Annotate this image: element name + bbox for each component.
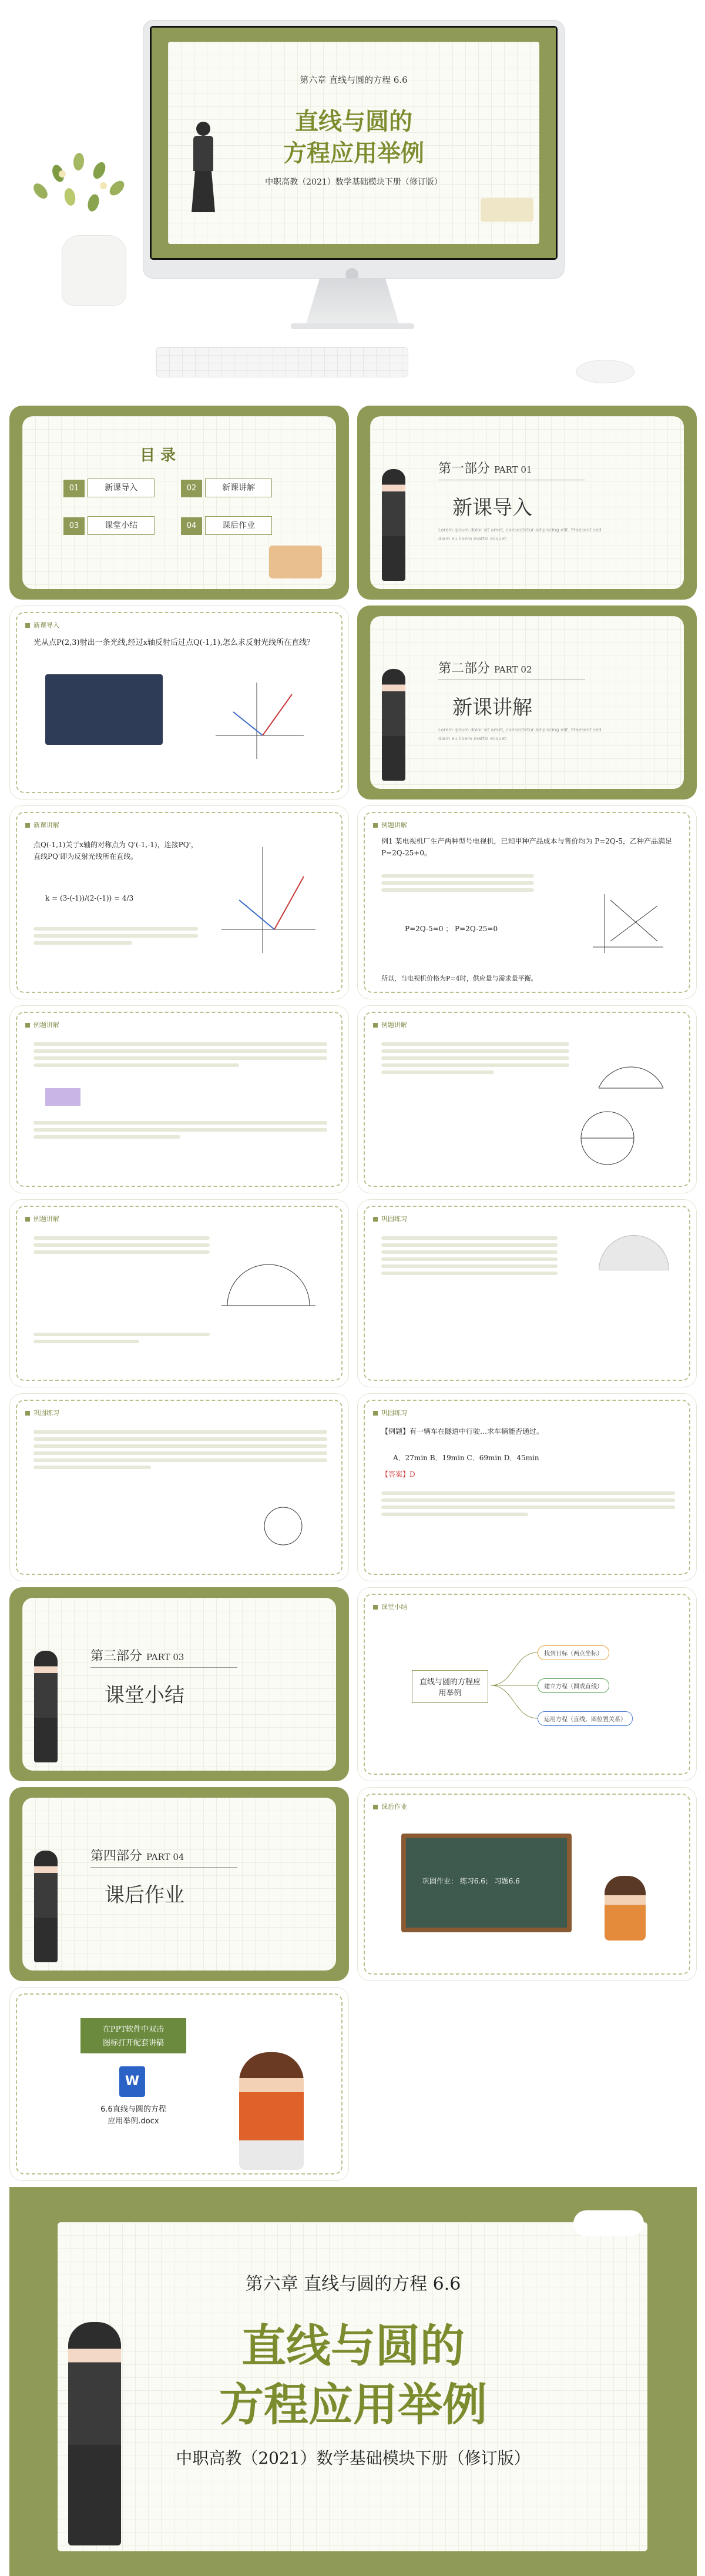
slide-tag: 巩固练习 [373, 1214, 407, 1223]
mouse [576, 360, 634, 383]
section-part: 第三部分 PART 03 [90, 1649, 184, 1664]
slide-intro [9, 605, 349, 799]
monitor-foot [291, 323, 414, 329]
summary-branch: 找到目标（两点坐标） [538, 1645, 609, 1660]
doc-hint-line1: 在PPT软件中双击 [102, 2025, 164, 2034]
cloud-icon [573, 2210, 644, 2236]
section-title: 课后作业 [105, 1884, 184, 1907]
slide-section-3 [9, 1587, 349, 1781]
teacher-figure [382, 469, 405, 581]
section-title: 新课导入 [452, 496, 532, 520]
slide-section-1 [357, 406, 697, 600]
toc-title: 目 录 [140, 447, 176, 464]
section-part: 第四部分 PART 04 [90, 1849, 184, 1864]
slide-summary [357, 1587, 697, 1781]
slide-homework [357, 1787, 697, 1981]
teacher-figure [68, 2322, 121, 2545]
teacher-figure [382, 669, 405, 781]
toc-num: 04 [181, 517, 202, 535]
slide-section-2 [357, 605, 697, 799]
screen-title-1: 直线与圆的 [295, 108, 412, 135]
slide-tag: 课堂小结 [373, 1602, 407, 1611]
teacher-figure [34, 1851, 58, 1962]
slide-lesson [9, 805, 349, 999]
toc-num: 03 [63, 517, 85, 535]
cover-chapter: 第六章 直线与圆的方程 6.6 [245, 2274, 461, 2294]
placeholder-caption: Lorem ipsum dolor sit amet, consectetur adipiscing elit. Praesent sed diam eu libero mattis aliquet. [438, 727, 602, 741]
slide-tag: 课后作业 [373, 1802, 407, 1811]
slide-example-4 [9, 1199, 349, 1387]
example-system: P=2Q-5=0 ； P=2Q-25=0 [405, 925, 498, 933]
doc-filename-1: 6.6直线与圆的方程 [100, 2105, 166, 2114]
slide-tag: 例题讲解 [373, 1020, 407, 1029]
intro-text: 光从点P(2,3)射出一条光线,经过x轴反射后过点Q(-1,1),怎么求反射光线所在直线？ [33, 638, 315, 647]
monitor-stand [306, 279, 400, 326]
example-answer: 所以，当电视机价格为P=4时，供应量与需求量平衡。 [381, 975, 538, 982]
cover-large [9, 2187, 697, 2576]
circle-diagram [257, 1500, 310, 1553]
teacher-figure [34, 1651, 58, 1762]
homework-board-text: 巩固作业： 练习6.6； 习题6.6 [422, 1877, 520, 1885]
monitor-mockup [0, 0, 705, 406]
slide-tag: 新课导入 [25, 620, 59, 630]
toc-item-homework[interactable]: 课后作业 [205, 516, 272, 535]
slide-tag: 例题讲解 [373, 820, 407, 829]
coordinate-graph [210, 677, 310, 765]
supply-demand-graph [581, 888, 669, 959]
screen-subtitle: 中职高教（2021）数学基础模块下册（修订版） [265, 178, 442, 187]
section-part: 第二部分 PART 02 [438, 661, 532, 676]
practice-options: A．27min B．19min C．69min D．45min [393, 1454, 539, 1462]
summary-center: 直线与圆的方程应用举例 [412, 1670, 488, 1703]
word-doc-icon[interactable]: W [119, 2066, 145, 2097]
toc-num: 01 [63, 480, 85, 497]
mindmap-links [491, 1644, 538, 1727]
slide-doc-link [9, 1987, 349, 2181]
book-icon [481, 198, 533, 222]
teacher-figure [190, 122, 216, 228]
toc-item-summary[interactable]: 课堂小结 [88, 516, 155, 535]
section-part: 第一部分 PART 01 [438, 461, 532, 476]
placeholder-caption: Lorem ipsum dolor sit amet, consectetur adipiscing elit. Praesent sed diam eu libero mattis aliquet. [438, 527, 602, 541]
summary-branch: 运用方程（直线、圆位置关系） [538, 1711, 633, 1726]
slide-tag: 例题讲解 [25, 1020, 59, 1029]
slide-practice-1 [357, 1199, 697, 1387]
doc-hint-line2: 图标打开配套讲稿 [102, 2039, 164, 2048]
light-ray-diagram [45, 674, 163, 745]
presenter-figure [239, 2052, 304, 2170]
slide-tag: 新课讲解 [25, 820, 59, 829]
summary-branch: 建立方程（圆或直线） [538, 1678, 609, 1693]
student-figure [605, 1876, 646, 1941]
lesson-formula: k = (3-(-1))/(2-(-1)) = 4/3 [45, 894, 134, 902]
practice-answer: 【答案】D [381, 1470, 415, 1478]
slide-practice-2 [9, 1393, 349, 1581]
toc-num: 02 [181, 480, 202, 497]
coordinate-graph [216, 841, 321, 959]
toc-item-intro[interactable]: 新课导入 [88, 479, 155, 497]
cover-title-1: 直线与圆的 [241, 2320, 465, 2372]
slide-tag: 巩固练习 [373, 1408, 407, 1417]
slide-tag: 巩固练习 [25, 1408, 59, 1417]
slide-practice-3 [357, 1393, 697, 1581]
bridge-diagram [221, 1247, 315, 1317]
screen-title-2: 方程应用举例 [283, 139, 424, 167]
toc-item-lesson[interactable]: 新课讲解 [205, 479, 272, 497]
screen-cover-slide [152, 28, 556, 258]
section-title: 课堂小结 [105, 1684, 184, 1707]
slide-section-4 [9, 1787, 349, 1981]
section-title: 新课讲解 [452, 696, 532, 720]
practice-question: 【例题】有一辆车在隧道中行驶…求车辆能否通过。 [381, 1427, 544, 1436]
doc-filename-2: 应用举例.docx [108, 2117, 159, 2126]
keyboard [156, 347, 408, 377]
circle-diagram [593, 1041, 669, 1100]
cover-title-2: 方程应用举例 [219, 2378, 487, 2431]
doc-hint-box [80, 2018, 186, 2053]
formula-image [45, 1088, 80, 1106]
slide-example-3 [357, 1005, 697, 1193]
example-text: 例1 某电视机厂生产两种型号电视机，已知甲种产品成本与售价均为 P=2Q-5，乙种产品满足 P=2Q-25+0。 [381, 837, 672, 857]
slide-toc [9, 406, 349, 600]
plant-leaves [24, 147, 147, 247]
cover-subtitle: 中职高教（2021）数学基础模块下册（修订版） [176, 2448, 531, 2468]
screen-chapter: 第六章 直线与圆的方程 6.6 [300, 75, 408, 85]
circle-diagram [569, 1106, 646, 1170]
pencil-cup-icon [269, 546, 322, 578]
slide-example-1 [357, 805, 697, 999]
slide-example-2 [9, 1005, 349, 1193]
lesson-text: 点Q(-1,1)关于x轴的对称点为 Q'(-1,-1)，连接PQ'，直线PQ'即为反射光线所在直线。 [33, 841, 198, 861]
slide-tag: 例题讲解 [25, 1214, 59, 1223]
